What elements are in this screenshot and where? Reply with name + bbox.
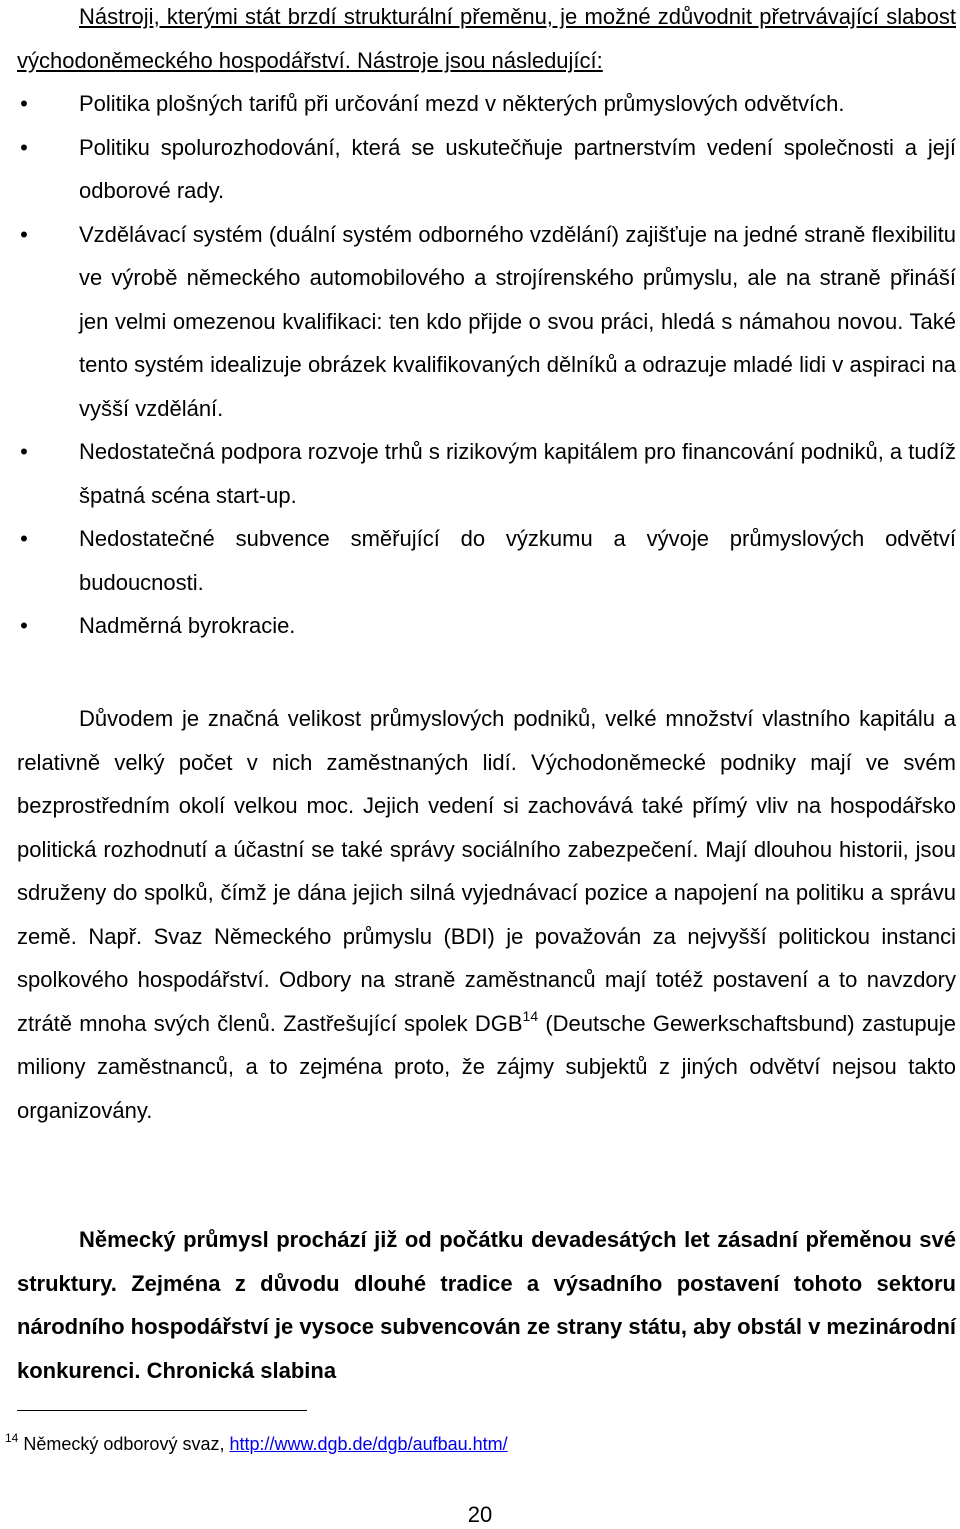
list-item [17,604,956,648]
bullet-icon: • [20,91,28,116]
list-item-text: Vzdělávací systém (duální systém odborného vzdělání) zajišťuje na jedné straně flexibilitu ve výrobě německého automobilového a strojírenského průmyslu, ale na straně přináší jen velmi omezenou kvalifikaci: ten kdo přijde o svou práci, hledá s námahou novou. Také tento systém idealizuje obrázek kvalifikovaných dělníků a odrazuje mladé lidi v aspiraci na vyšší vzdělání. [79,221,956,421]
reasons-text-end: (Deutsche Gewerkschaftsbund) zastupuje miliony zaměstnanců, a to zejména proto, že zájmy subjektů z jiných odvětví nejsou takto organizovány. [17,1010,956,1123]
reasons-paragraph [17,697,956,1132]
bullet-icon: • [20,221,28,247]
list-item [17,213,956,431]
industry-text: Německý průmysl prochází již od počátku devadesátých let zásadní přeměnou své struktury. Zejména z důvodu dlouhé tradice a výsadního postavení tohoto sektoru národního hospodářství je vysoce subvencován ze strany státu, aby obstál v mezinárodní konkurenci. Chronická slabina [17,1227,956,1383]
list-item-text: Politika plošných tarifů při určování mezd v některých průmyslových odvětvích. [79,91,845,116]
list-item [17,126,956,213]
page-number: 20 [467,1502,493,1527]
reasons-text-start: Důvodem je značná velikost průmyslových podniků, velké množství vlastního kapitálu a relativně velký počet v nich zaměstnaných lidí. Východoněmecké podniky mají ve svém bezprostředním okolí velkou moc. Jejich vedení si zachovává také přímý vliv na hospodářsko politická rozhodnutí a účastní se také správy sociálního zabezpečení. Mají dlouhou historii, jsou sdruženy do spolků, čímž je dána jejich silná vyjednávací pozice a napojení na politiku a správu země. Např. Svaz Německého průmyslu (BDI) je považován za nejvyšší politickou instanci spolkového hospodářství. Odbory na straně zaměstnanců mají totéž postavení a to navzdory ztrátě mnoha svých členů. Zastřešující spolek DGB [17,706,956,1036]
footnote-reference: 14 [522,1007,539,1024]
bullet-icon: • [20,134,28,160]
footnote-text: Německý odborový svaz, [23,1434,230,1454]
bullet-icon: • [20,526,28,551]
list-item [17,517,956,604]
list-item-text: Politiku spolurozhodování, která se uskutečňuje partnerstvím vedení společnosti a její odborové rady. [79,134,956,203]
footnote-divider [17,1410,307,1411]
footnote-number: 14 [5,1431,19,1445]
list-item-text: Nedostatečná podpora rozvoje trhů s rizikovým kapitálem pro financování podniků, a tudíž špatná scéna start-up. [79,439,956,508]
industry-paragraph [17,1218,956,1392]
footnote-link[interactable]: http://www.dgb.de/dgb/aufbau.htm/ [229,1434,508,1454]
bullet-icon: • [20,439,28,464]
footnote [5,1432,508,1456]
intro-text: Nástroji, kterými stát brzdí strukturální přeměnu, je možné zdůvodnit přetrvávající slabost východoněmeckého hospodářství. Nástroje jsou následující: [17,4,956,73]
bullet-icon: • [20,613,28,638]
list-item [17,430,956,517]
instruments-list [17,82,956,648]
intro-paragraph [17,0,956,82]
list-item-text: Nedostatečné subvence směřující do výzkumu a vývoje průmyslových odvětví budoucnosti. [79,526,956,595]
list-item-text: Nadměrná byrokracie. [79,613,296,638]
list-item [17,82,956,126]
